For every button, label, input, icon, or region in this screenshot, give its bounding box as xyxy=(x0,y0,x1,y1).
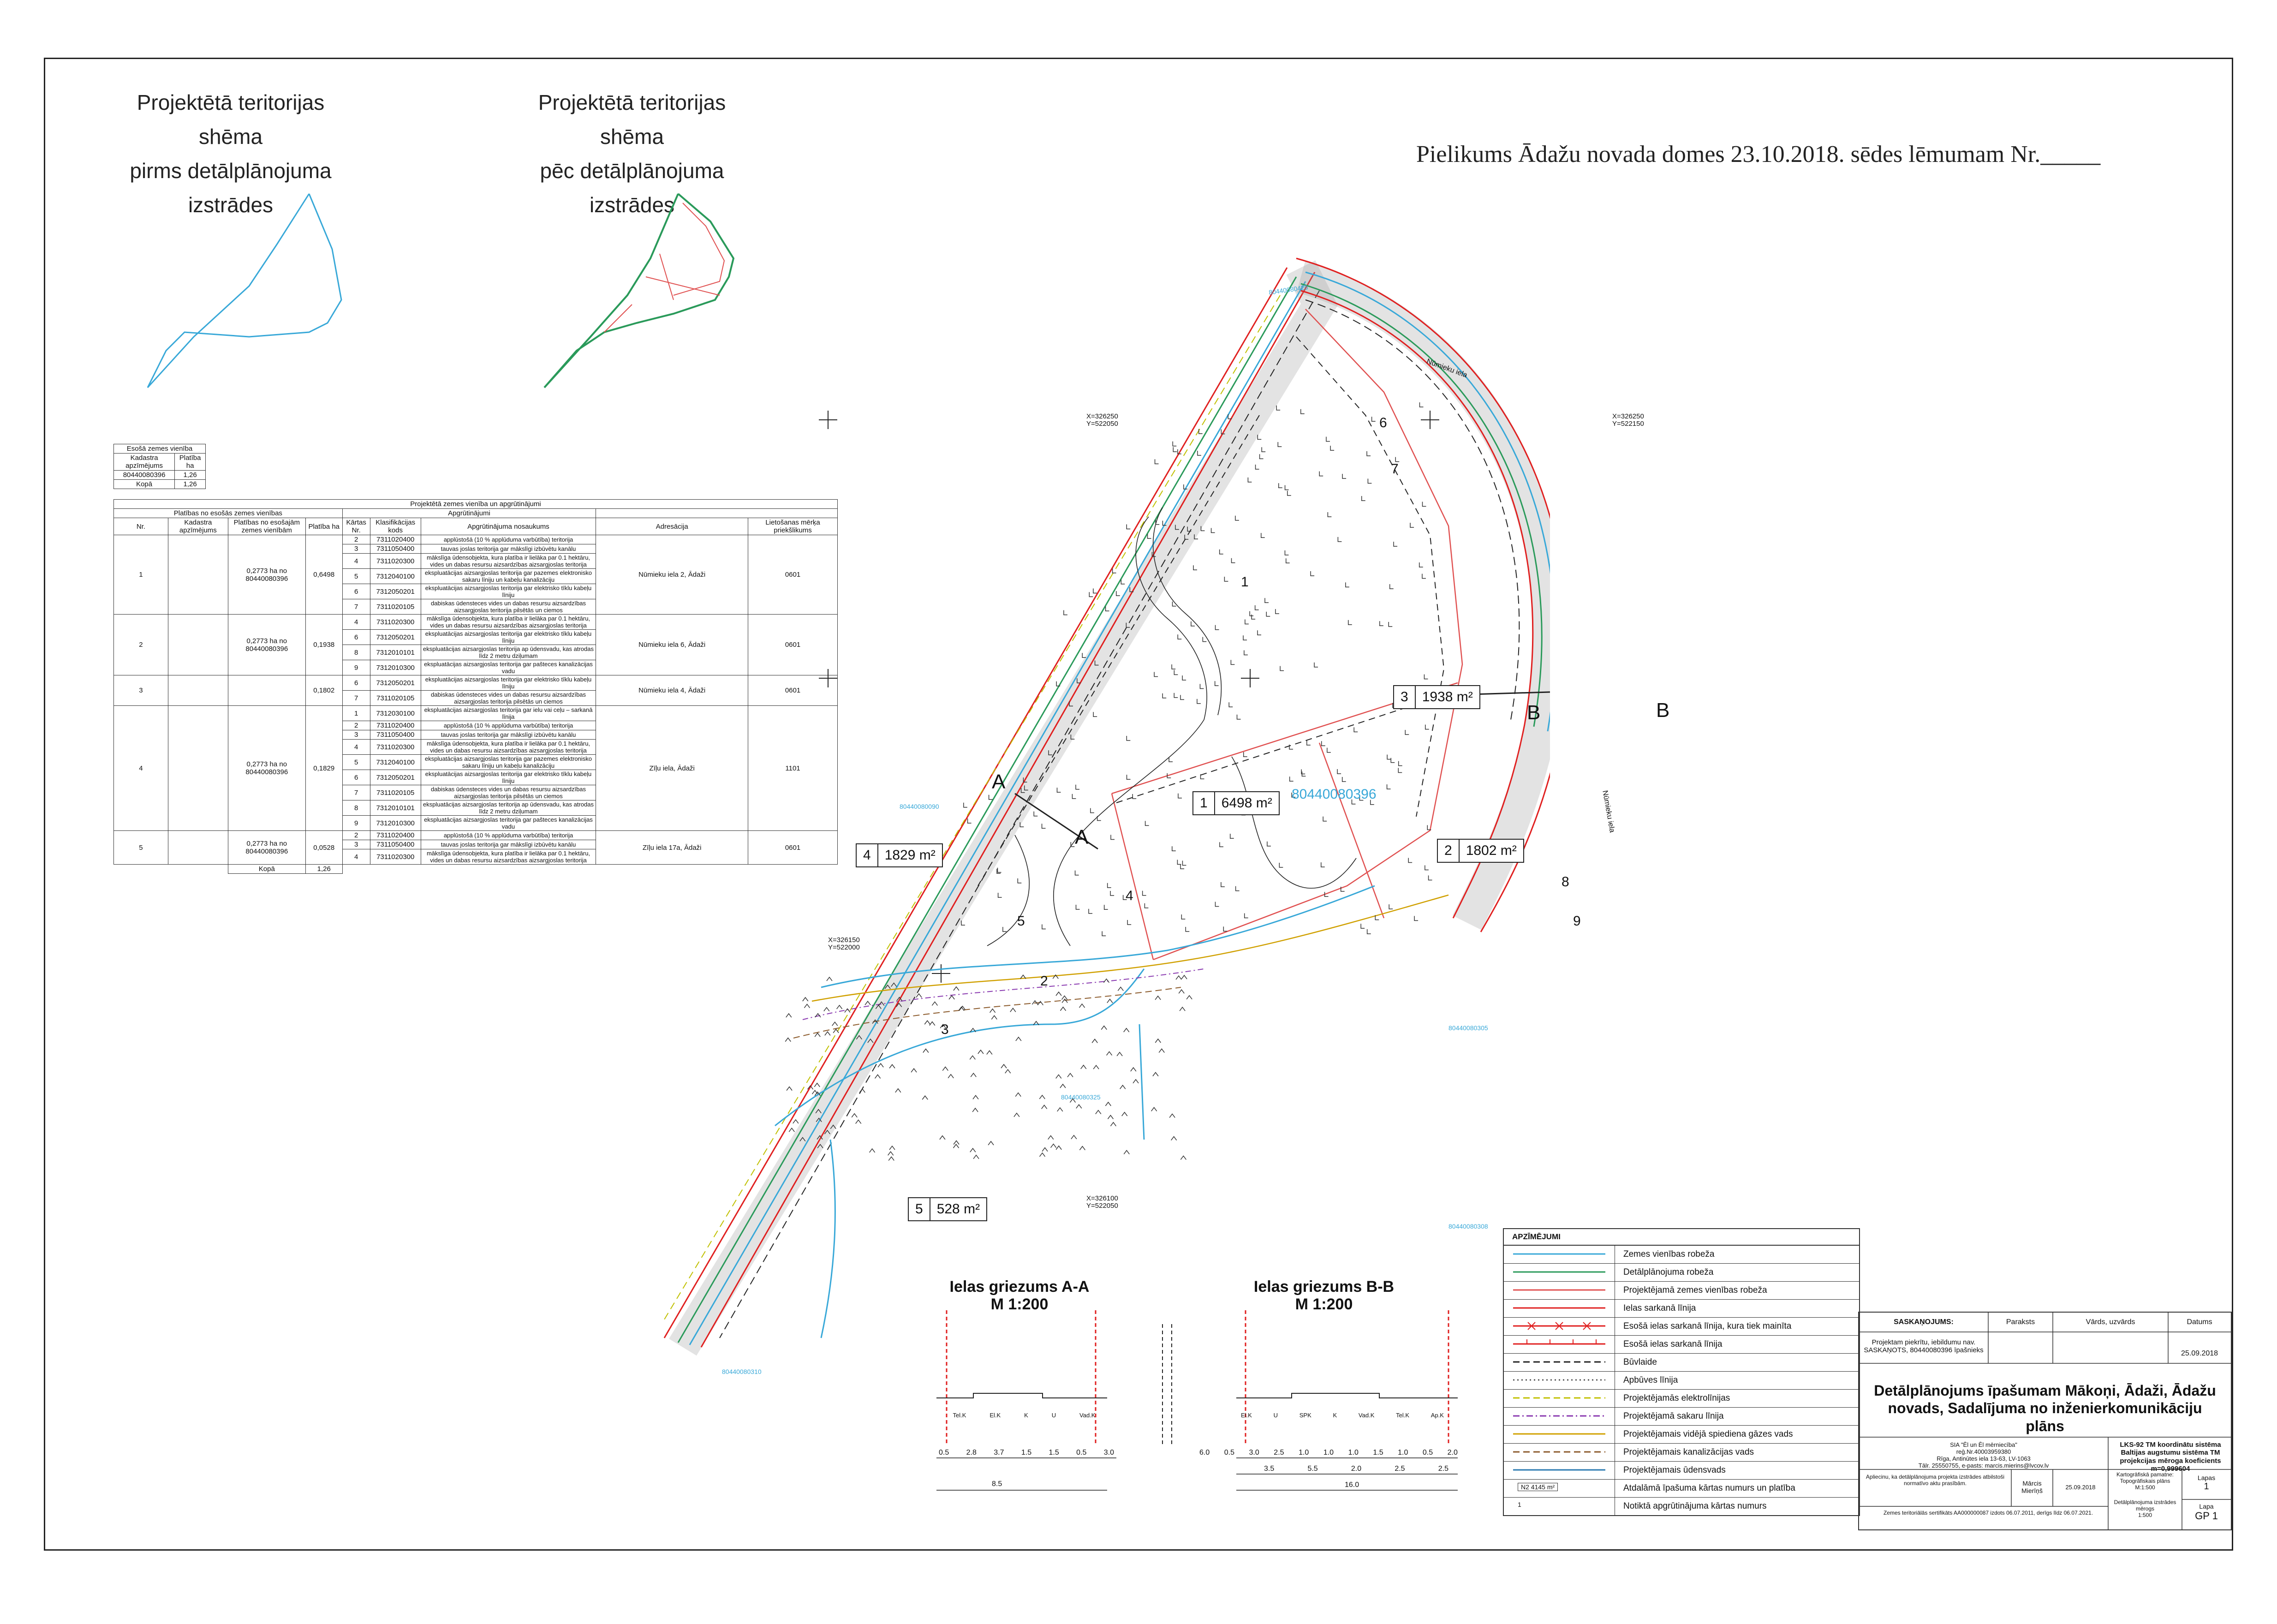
legend-label: Projektējamais vidējā spiediena gāzes vads xyxy=(1623,1429,1793,1439)
encumbrance-order: 7 xyxy=(342,785,370,800)
group-area: 0,1829 xyxy=(305,706,342,831)
existing-cad: 80440080396 xyxy=(114,471,175,480)
tb-coord-system: LKS-92 TM koordinātu sistēma Baltijas augstumu sistēma TM projekcijas mēroga koeficients m=0,999604 xyxy=(2120,1441,2221,1473)
encumbrance-name: applūstošā (10 % applūduma varbūtība) teritorija xyxy=(421,831,596,840)
legend-item xyxy=(1504,1246,1859,1264)
encumbrance-name: mākslīga ūdensobjekta, kura platība ir lielāka par 0.1 hektāru, vides un dabas resursu aizsardzības aizsargjoslas teritorija xyxy=(421,615,596,630)
encumbrance-name: applūstošā (10 % applūduma varbūtība) teritorija xyxy=(421,721,596,730)
group-from xyxy=(228,675,305,706)
plot-label-1: 1 6498 m² xyxy=(1192,791,1280,815)
legend-symbol xyxy=(1504,1498,1615,1515)
legend-label: Projektējamais kanalizācijas vads xyxy=(1623,1447,1754,1457)
legend-item xyxy=(1504,1354,1859,1372)
encumbrance-order: 2 xyxy=(342,721,370,730)
legend-sample: N2 4145 m² xyxy=(1518,1483,1558,1491)
legend-label: Esošā ielas sarkanā līnija, kura tiek mainīta xyxy=(1623,1321,1792,1331)
encumbrance-code: 7311020400 xyxy=(370,721,421,730)
schema-before-title: Projektētā teritorijas shēma pirms detālplānojuma izstrādes xyxy=(130,90,332,217)
legend-symbol xyxy=(1504,1426,1615,1443)
col-cadastre: Kadastra apzīmējums xyxy=(114,454,175,471)
encumbrance-code: 7311020300 xyxy=(370,740,421,755)
decision-note: Pielikums Ādažu novada domes 23.10.2018. sēdes lēmumam Nr._____ xyxy=(1416,141,2101,167)
legend-symbol xyxy=(1504,1282,1615,1299)
legend-label: Detālplānojuma robeža xyxy=(1623,1267,1714,1277)
legend-symbol xyxy=(1504,1444,1615,1461)
legend-item xyxy=(1504,1480,1859,1498)
section-aa-total: 8.5 xyxy=(992,1480,1002,1488)
encumbrance-code: 7312010101 xyxy=(370,800,421,816)
group-cadastre xyxy=(168,831,228,865)
tb-map-base: Kartogrāfiskā pamatne: Topogrāfiskais plāns M:1:500 xyxy=(2116,1471,2174,1491)
legend-label: Apbūves līnija xyxy=(1623,1375,1678,1385)
section-aa-title: Ielas griezums A-A M 1:200 xyxy=(949,1278,1090,1313)
group-area: 0,6498 xyxy=(305,535,342,615)
legend-item xyxy=(1504,1426,1859,1444)
encumbrance-code: 7311020300 xyxy=(370,554,421,569)
main-cadastre-label: 80440080396 xyxy=(1292,787,1377,802)
legend-item xyxy=(1504,1462,1859,1480)
legend-item xyxy=(1504,1444,1859,1462)
legend-symbol xyxy=(1504,1372,1615,1389)
legend-symbol xyxy=(1504,1246,1615,1263)
encumbrance-code: 7311020105 xyxy=(370,599,421,615)
encumbrance-name: mākslīga ūdensobjekta, kura platība ir lielāka par 0.1 hektāru, vides un dabas resursu aizsardzības aizsargjoslas teritorija xyxy=(421,849,596,865)
tb-company: SIA "Ēl un Ēl mērniecība" reģ.Nr.40003959380 Rīga, Antinūtes iela 13-63, LV-1063 Tālr. 25550755, e-pasts: marcis.mierins@lvcov.lv xyxy=(1918,1441,2049,1469)
section-bb-total: 16.0 xyxy=(1345,1481,1359,1489)
legend-label: Ielas sarkanā līnija xyxy=(1623,1303,1696,1313)
encumbrance-code: 7311020105 xyxy=(370,785,421,800)
legend-symbol xyxy=(1504,1390,1615,1407)
legend-symbol xyxy=(1504,1336,1615,1353)
tb-scale: Detālplānojuma izstrādes mērogs 1:500 xyxy=(2114,1499,2176,1518)
section-bb-subdims: 3.5 5.5 2.0 2.5 2.5 xyxy=(1264,1465,1448,1473)
tb-saskanojums: SASKAŅOJUMS: xyxy=(1894,1318,1954,1326)
section-bb-title: Ielas griezums B-B M 1:200 xyxy=(1253,1278,1395,1313)
encumbrance-code: 7312050201 xyxy=(370,675,421,691)
encumbrance-order: 6 xyxy=(342,675,370,691)
group-purpose: 1101 xyxy=(748,706,838,831)
encumbrance-num-8: 8 xyxy=(1562,874,1569,890)
encumbrance-name: ekspluatācijas aizsargjoslas teritorija gar pašteces kanalizācijas vadu xyxy=(421,660,596,675)
encumbrance-order: 2 xyxy=(342,831,370,840)
encumbrance-num-9: 9 xyxy=(1573,914,1581,929)
group-from: 0,2773 ha no 80440080396 xyxy=(228,706,305,831)
coord-1: X=326250 Y=522050 xyxy=(1086,412,1118,428)
encumbrance-order: 9 xyxy=(342,660,370,675)
existing-area: 1,26 xyxy=(175,471,206,480)
tb-author-date: 25.09.2018 xyxy=(2065,1484,2096,1491)
group-purpose: 0601 xyxy=(748,831,838,865)
existing-unit-table xyxy=(113,444,206,489)
tb-agreement-date: 25.09.2018 xyxy=(2181,1349,2218,1357)
encumbrance-order: 6 xyxy=(342,584,370,599)
plot-label-5: 5 528 m² xyxy=(908,1197,987,1221)
encumbrance-order: 4 xyxy=(342,554,370,569)
section-bb-labels: El.K U SPK K Vad.K Tel.K Ap.K xyxy=(1241,1412,1444,1419)
encumbrance-code: 7312050201 xyxy=(370,630,421,645)
tb-cert-note: Apliecinu, ka detālplānojuma projekta izstrādes atbilstoši normatīvo aktu prasībām. xyxy=(1866,1474,2005,1487)
encumbrance-order: 6 xyxy=(342,770,370,785)
cad-label-5: 80440080310 xyxy=(722,1368,762,1375)
legend-title: APZĪMĒJUMI xyxy=(1504,1229,1859,1246)
encumbrance-code: 7312010300 xyxy=(370,660,421,675)
encumbrance-num-6: 6 xyxy=(1379,415,1387,430)
section-mark-b2: B xyxy=(1656,699,1670,722)
encumbrance-code: 7311020300 xyxy=(370,849,421,865)
legend-item xyxy=(1504,1300,1859,1318)
encumbrance-code: 7312030100 xyxy=(370,706,421,721)
group-nr: 4 xyxy=(114,706,168,831)
encumbrance-code: 7312050201 xyxy=(370,584,421,599)
encumbrance-name: ekspluatācijas aizsargjoslas teritorija ap ūdensvadu, kas atrodas līdz 2 metru dziļumam xyxy=(421,645,596,660)
encumbrance-code: 7311050400 xyxy=(370,840,421,849)
legend xyxy=(1503,1228,1860,1516)
legend-label: Notiktā apgrūtinājuma kārtas numurs xyxy=(1623,1501,1767,1511)
tb-main-title: Detālplānojums īpašumam Mākoņi, Ādaži, Ādažu novads, Sadalījuma no inženierkomunikāciju plāns xyxy=(1874,1382,2216,1434)
legend-symbol xyxy=(1504,1300,1615,1317)
encumbrance-order: 4 xyxy=(342,849,370,865)
projected-sub-right: Apgrūtinājumi xyxy=(342,509,596,518)
legend-label: Būvlaide xyxy=(1623,1357,1657,1367)
legend-item xyxy=(1504,1282,1859,1300)
group-from: 0,2773 ha no 80440080396 xyxy=(228,831,305,865)
encumbrance-code: 7312040100 xyxy=(370,569,421,584)
legend-item xyxy=(1504,1498,1859,1515)
group-nr: 3 xyxy=(114,675,168,706)
tb-agreement: Projektam piekrītu, iebildumu nav. SASKAŅOTS, 80440080396 īpašnieks xyxy=(1864,1338,1984,1355)
section-aa-labels: Tel.K El.K K U Vad.K xyxy=(953,1412,1096,1419)
legend-symbol xyxy=(1504,1480,1615,1497)
legend-item xyxy=(1504,1372,1859,1390)
encumbrance-code: 7312010300 xyxy=(370,816,421,831)
encumbrance-num-2: 2 xyxy=(1040,973,1048,989)
group-from: 0,2773 ha no 80440080396 xyxy=(228,615,305,675)
tb-sheet-code: Lapa GP 1 xyxy=(2195,1503,2218,1522)
encumbrance-name: dabiskas ūdensteces vides un dabas resursu aizsardzības aizsargjoslas teritorija pilsētās un ciemos xyxy=(421,785,596,800)
encumbrance-num-1: 1 xyxy=(1241,574,1249,590)
header-code: Klasifikācijas kods xyxy=(370,518,421,535)
encumbrance-order: 8 xyxy=(342,645,370,660)
legend-symbol xyxy=(1504,1354,1615,1371)
group-cadastre xyxy=(168,535,228,615)
encumbrance-name: ekspluatācijas aizsargjoslas teritorija gar elektrisko tīklu kabeļu līniju xyxy=(421,584,596,599)
encumbrance-code: 7311020400 xyxy=(370,831,421,840)
encumbrance-order: 5 xyxy=(342,569,370,584)
header-from-area: Platības no esošajām zemes vienībām xyxy=(228,518,305,535)
col-area: Platība ha xyxy=(175,454,206,471)
encumbrance-name: dabiskas ūdensteces vides un dabas resursu aizsardzības aizsargjoslas teritorija pilsētās un ciemos xyxy=(421,691,596,706)
header-purpose: Lietošanas mērķa priekšlikums xyxy=(748,518,838,535)
encumbrance-code: 7311020300 xyxy=(370,615,421,630)
group-address: Nūmieku iela 2, Ādaži xyxy=(596,535,748,615)
cad-label-3: 80440080305 xyxy=(1448,1024,1488,1032)
encumbrance-num-3: 3 xyxy=(941,1022,949,1037)
legend-symbol xyxy=(1504,1462,1615,1479)
legend-symbol xyxy=(1504,1264,1615,1281)
encumbrance-order: 7 xyxy=(342,691,370,706)
encumbrance-name: mākslīga ūdensobjekta, kura platība ir lielāka par 0.1 hektāru, vides un dabas resursu aizsardzības aizsargjoslas teritorija xyxy=(421,554,596,569)
group-area: 0,1938 xyxy=(305,615,342,675)
street-label-top: Nūmieku iela xyxy=(1425,357,1468,380)
plot-label-3: 3 1938 m² xyxy=(1393,685,1480,709)
encumbrance-order: 3 xyxy=(342,730,370,740)
encumbrance-order: 6 xyxy=(342,630,370,645)
legend-label: Zemes vienības robeža xyxy=(1623,1249,1715,1259)
encumbrance-code: 7311020400 xyxy=(370,535,421,544)
encumbrance-num-5: 5 xyxy=(1017,914,1025,929)
encumbrance-order: 1 xyxy=(342,706,370,721)
encumbrance-name: ekspluatācijas aizsargjoslas teritorija gar elektrisko tīklu kabeļu līniju xyxy=(421,675,596,691)
encumbrance-name: ekspluatācijas aizsargjoslas teritorija gar elektrisko tīklu kabeļu līniju xyxy=(421,630,596,645)
header-cadastre: Kadastra apzīmējums xyxy=(168,518,228,535)
schema-before-sketch xyxy=(138,185,360,397)
street-label-right: Nūmieku iela xyxy=(1601,789,1616,833)
encumbrance-order: 8 xyxy=(342,800,370,816)
tb-col-date: Datums xyxy=(2187,1318,2212,1326)
group-nr: 1 xyxy=(114,535,168,615)
encumbrance-code: 7312050201 xyxy=(370,770,421,785)
legend-symbol xyxy=(1504,1408,1615,1425)
legend-symbol xyxy=(1504,1318,1615,1335)
group-area: 0,1802 xyxy=(305,675,342,706)
encumbrance-name: tauvas joslas teritorija gar mākslīgi izbūvētu kanālu xyxy=(421,840,596,849)
encumbrance-code: 7311050400 xyxy=(370,730,421,740)
cad-label-6: 80440080308 xyxy=(1448,1223,1488,1230)
group-nr: 5 xyxy=(114,831,168,865)
encumbrance-code: 7312010101 xyxy=(370,645,421,660)
legend-label: Projektējamās elektrolīnijas xyxy=(1623,1393,1730,1403)
group-address: Zīļu iela 17a, Ādaži xyxy=(596,831,748,865)
legend-item xyxy=(1504,1336,1859,1354)
encumbrance-code: 7311020105 xyxy=(370,691,421,706)
group-cadastre xyxy=(168,706,228,831)
legend-item xyxy=(1504,1390,1859,1408)
encumbrance-name: ekspluatācijas aizsargjoslas teritorija gar pašteces kanalizācijas vadu xyxy=(421,816,596,831)
legend-label: Atdalāmā īpašuma kārtas numurs un platība xyxy=(1623,1483,1795,1493)
legend-label: Projektējamā sakaru līnija xyxy=(1623,1411,1724,1421)
section-mark-a1: A xyxy=(992,770,1006,793)
encumbrance-name: tauvas joslas teritorija gar mākslīgi izbūvētu kanālu xyxy=(421,730,596,740)
group-purpose: 0601 xyxy=(748,615,838,675)
encumbrance-name: mākslīga ūdensobjekta, kura platība ir lielāka par 0.1 hektāru, vides un dabas resursu aizsardzības aizsargjoslas teritorija xyxy=(421,740,596,755)
group-purpose: 0601 xyxy=(748,535,838,615)
encumbrance-order: 5 xyxy=(342,755,370,770)
legend-item xyxy=(1504,1264,1859,1282)
group-from: 0,2773 ha no 80440080396 xyxy=(228,535,305,615)
encumbrance-name: ekspluatācijas aizsargjoslas teritorija gar pazemes elektronisko sakaru līniju un kabeļu kanalizāciju xyxy=(421,569,596,584)
encumbrance-name: ekspluatācijas aizsargjoslas teritorija gar ielu vai ceļu – sarkanā līnija xyxy=(421,706,596,721)
header-nr: Nr. xyxy=(114,518,168,535)
legend-sample: 1 xyxy=(1518,1501,1521,1508)
header-area: Platība ha xyxy=(305,518,342,535)
encumbrance-num-4: 4 xyxy=(1126,888,1133,903)
tb-col-name: Vārds, uzvārds xyxy=(2086,1318,2135,1326)
cad-label-1: 80440080425 xyxy=(1268,283,1309,296)
coord-2: X=326250 Y=522150 xyxy=(1612,412,1644,428)
existing-total-label: Kopā xyxy=(114,480,175,489)
existing-total: 1,26 xyxy=(175,480,206,489)
group-nr: 2 xyxy=(114,615,168,675)
group-address: Zīļu iela, Ādaži xyxy=(596,706,748,831)
tb-cert-bottom: Zemes teritoriālās sertifikāts AA000000087 izdots 06.07.2011, derīgs līdz 06.07.2021. xyxy=(1883,1510,2093,1516)
coord-4: X=326100 Y=522050 xyxy=(1086,1194,1118,1210)
projected-total-label: Kopā xyxy=(228,865,305,874)
plot-label-4: 4 1829 m² xyxy=(856,843,943,867)
tb-author: Mārcis Mierīņš xyxy=(2021,1480,2043,1495)
encumbrance-name: tauvas joslas teritorija gar mākslīgi izbūvētu kanālu xyxy=(421,544,596,554)
encumbrance-order: 4 xyxy=(342,740,370,755)
encumbrance-num-7: 7 xyxy=(1391,461,1399,477)
header-encumbrance: Apgrūtinājuma nosaukums xyxy=(421,518,596,535)
tb-sheets: Lapas 1 xyxy=(2197,1474,2216,1492)
encumbrance-order: 4 xyxy=(342,615,370,630)
section-bb-dims: 6.0 0.5 3.0 2.5 1.0 1.0 1.0 1.5 1.0 0.5 2.0 xyxy=(1199,1449,1458,1457)
legend-item xyxy=(1504,1408,1859,1426)
group-area: 0,0528 xyxy=(305,831,342,865)
tb-col-signature: Paraksts xyxy=(2006,1318,2035,1326)
group-cadastre xyxy=(168,615,228,675)
projected-table-title: Projektētā zemes vienība un apgrūtinājumi xyxy=(114,500,838,509)
group-cadastre xyxy=(168,675,228,706)
encumbrance-name: dabiskas ūdensteces vides un dabas resursu aizsardzības aizsargjoslas teritorija pilsētās un ciemos xyxy=(421,599,596,615)
header-address: Adresācija xyxy=(596,518,748,535)
cad-label-2: 80440080090 xyxy=(900,803,939,810)
header-order: Kārtas Nr. xyxy=(342,518,370,535)
section-mark-a2: A xyxy=(1075,826,1089,848)
encumbrance-order: 2 xyxy=(342,535,370,544)
legend-label: Esošā ielas sarkanā līnija xyxy=(1623,1339,1723,1349)
encumbrance-order: 3 xyxy=(342,544,370,554)
legend-item xyxy=(1504,1318,1859,1336)
group-address: Nūmieku iela 6, Ādaži xyxy=(596,615,748,675)
projected-sub-left: Platības no esošās zemes vienības xyxy=(114,509,343,518)
section-mark-b1: B xyxy=(1527,701,1541,724)
encumbrance-name: ekspluatācijas aizsargjoslas teritorija ap ūdensvadu, kas atrodas līdz 2 metru dziļumam xyxy=(421,800,596,816)
encumbrance-order: 3 xyxy=(342,840,370,849)
legend-label: Projektējamā zemes vienības robeža xyxy=(1623,1285,1767,1295)
group-address: Nūmieku iela 4, Ādaži xyxy=(596,675,748,706)
encumbrance-name: applūstošā (10 % applūduma varbūtība) teritorija xyxy=(421,535,596,544)
cad-label-4: 80440080325 xyxy=(1061,1093,1101,1101)
encumbrance-order: 7 xyxy=(342,599,370,615)
section-aa-dims: 0.5 2.8 3.7 1.5 1.5 0.5 3.0 xyxy=(939,1449,1114,1457)
encumbrance-code: 7312040100 xyxy=(370,755,421,770)
title-block xyxy=(1858,1312,2232,1530)
encumbrance-name: ekspluatācijas aizsargjoslas teritorija gar elektrisko tīklu kabeļu līniju xyxy=(421,770,596,785)
encumbrance-code: 7311050400 xyxy=(370,544,421,554)
schema-after-title: Projektētā teritorijas shēma pēc detālplānojuma izstrādes xyxy=(538,90,726,217)
projected-total: 1,26 xyxy=(305,865,342,874)
plot-label-2: 2 1802 m² xyxy=(1437,839,1524,863)
existing-table-title: Esošā zemes vienība xyxy=(114,444,206,454)
encumbrance-order: 9 xyxy=(342,816,370,831)
encumbrance-name: ekspluatācijas aizsargjoslas teritorija gar pazemes elektronisko sakaru līniju un kabeļu kanalizāciju xyxy=(421,755,596,770)
group-purpose: 0601 xyxy=(748,675,838,706)
coord-3: X=326150 Y=522000 xyxy=(828,936,860,951)
legend-label: Projektējamais ūdensvads xyxy=(1623,1465,1726,1475)
